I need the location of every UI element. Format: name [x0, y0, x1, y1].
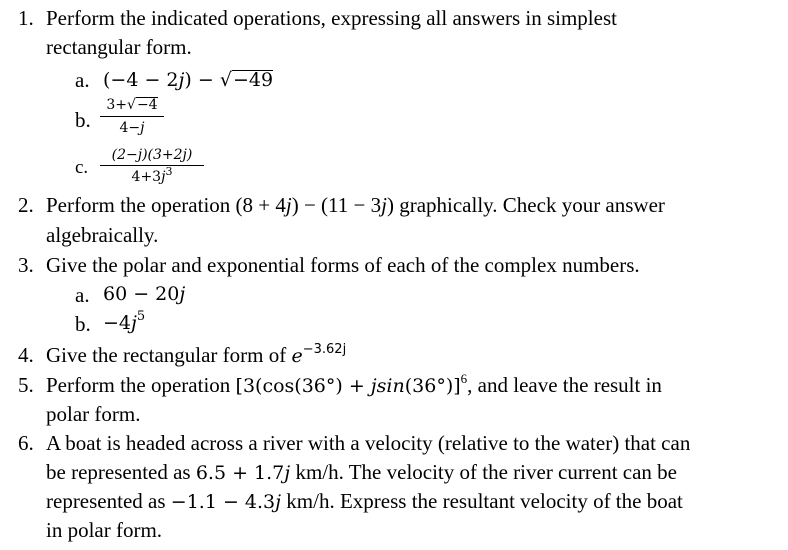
problem-1-number: 1.: [18, 6, 34, 30]
problem-1b-denominator: 4−j: [119, 119, 145, 136]
problem-1-text-line-1: Perform the indicated operations, expressing all answers in simplest: [46, 6, 617, 30]
problem-1c-label: c.: [75, 157, 89, 178]
problem-5-text-line-1: Perform the operation [$3(\cos(36^\circ) + jsin(36^\circ)]^6$, and leave the result in: [46, 371, 662, 397]
problem-6-text-line-3: represented as −1.1 − 4.3j km/h. Express the resultant velocity of the boat: [46, 489, 683, 513]
problem-2-text-line-1: Perform the operation (8 + 4j) − (11 − 3j) graphically. Check your answer: [46, 193, 665, 217]
problem-1b-fraction: [100, 97, 164, 135]
problem-1c-fraction: [100, 148, 204, 184]
problem-1c-denominator: $4+3j^3$: [131, 165, 173, 185]
problem-2-text-line-2: algebraically.: [46, 223, 159, 247]
problem-4-text: Give the rectangular form of $e^{-3.62j}$: [46, 342, 347, 367]
problem-3b-expression: $-4j^5$: [103, 309, 146, 334]
problem-1a-label: a.: [75, 68, 90, 92]
problem-3b-label: b.: [75, 312, 91, 336]
problem-3a-label: a.: [75, 283, 90, 307]
problem-6-text-line-2: be represented as 6.5 + 1.7j km/h. The velocity of the river current can be: [46, 460, 677, 484]
problem-5-number: 5.: [18, 373, 34, 397]
problem-6-number: 6.: [18, 431, 34, 455]
problem-1c-numerator: (2−j)(3+2j): [111, 147, 193, 163]
problem-1a-expression: (−4 − 2j) − √−49: [103, 69, 274, 91]
problem-1-text-line-2: rectangular form.: [46, 35, 192, 59]
problem-5-text-line-2: polar form.: [46, 402, 141, 426]
problem-3a-expression: 60 − 20j: [103, 283, 186, 305]
problem-4-number: 4.: [18, 343, 34, 367]
problem-1b-label: b.: [75, 108, 91, 132]
problem-6-text-line-4: in polar form.: [46, 518, 163, 542]
problem-6-text-line-1: A boat is headed across a river with a velocity (relative to the water) that can: [46, 431, 691, 455]
problem-3-number: 3.: [18, 253, 34, 277]
problem-1b-numerator: 3+√−4: [106, 97, 158, 113]
problem-2-number: 2.: [18, 193, 34, 217]
problem-1b-fraction-bar: [100, 116, 164, 117]
problem-3-text: Give the polar and exponential forms of each of the complex numbers.: [46, 253, 640, 277]
problem-1c-fraction-bar: [100, 165, 204, 166]
